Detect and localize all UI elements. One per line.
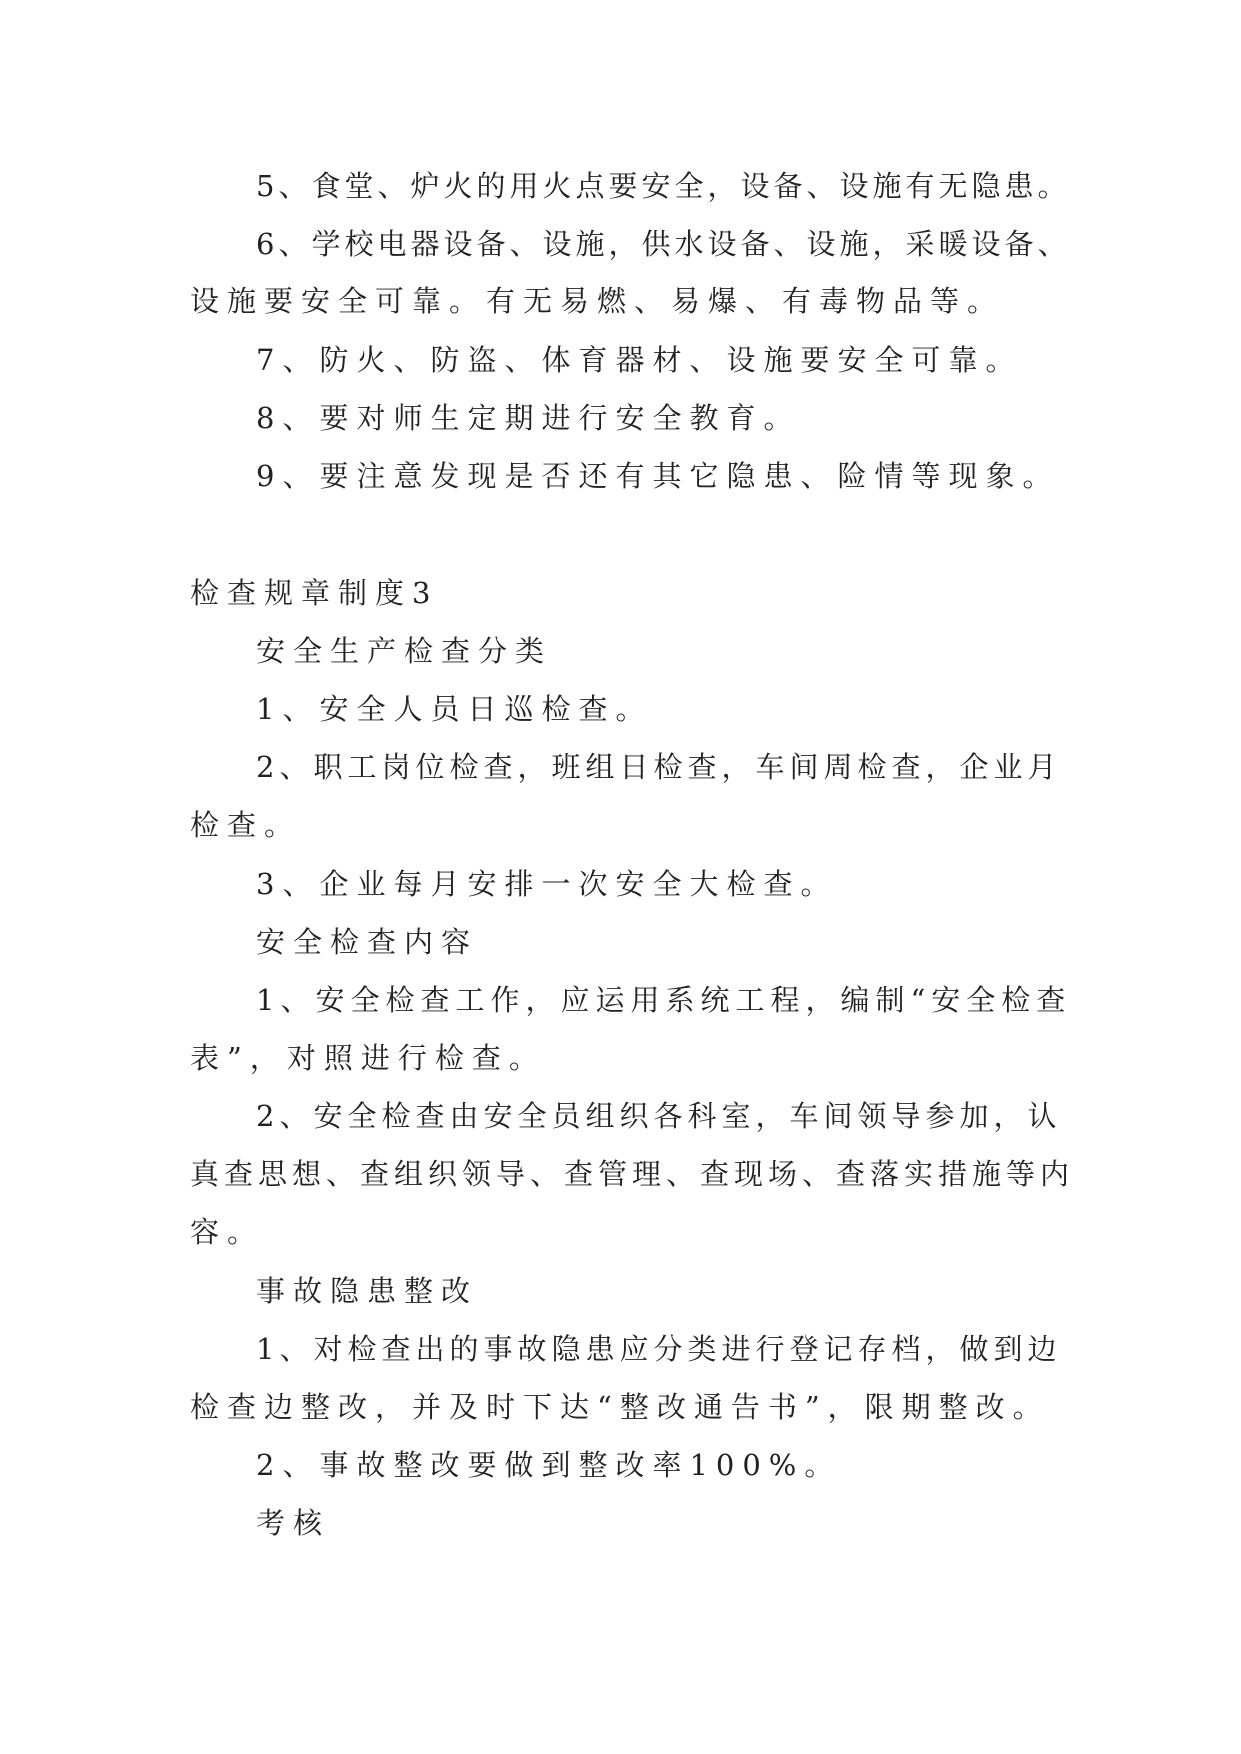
subheading: 安全生产检查分类 (256, 634, 553, 668)
text-line: 3、企业每月安排一次安全大检查。 (256, 867, 838, 901)
text-line: 检查边整改，并及时下达“整改通告书”，限期整改。 (190, 1390, 1050, 1424)
text-line: 1、安全检查工作，应运用系统工程，编制“安全检查 (256, 983, 1072, 1017)
subheading: 事故隐患整改 (256, 1274, 479, 1308)
text-line: 1、安全人员日巡检查。 (256, 692, 653, 726)
subheading: 安全检查内容 (256, 925, 479, 959)
section-heading: 检查规章制度3 (190, 576, 439, 610)
text-line: 5、食堂、炉火的用火点要安全，设备、设施有无隐患。 (256, 169, 1071, 203)
text-line: 9、要注意发现是否还有其它隐患、险情等现象。 (256, 459, 1060, 493)
text-line: 2、事故整改要做到整改率100%。 (256, 1448, 842, 1482)
subheading: 考核 (256, 1506, 331, 1540)
text-line: 2、安全检查由安全员组织各科室，车间领导参加，认 (256, 1099, 1062, 1133)
text-line: 8、要对师生定期进行安全教育。 (256, 401, 801, 435)
text-line: 6、学校电器设备、设施，供水设备、设施，采暖设备、 (256, 227, 1071, 261)
text-line: 检查。 (190, 808, 302, 842)
text-line: 表”，对照进行检查。 (190, 1041, 546, 1075)
text-line: 7、防火、防盗、体育器材、设施要安全可靠。 (256, 343, 1023, 377)
text-line: 1、对检查出的事故隐患应分类进行登记存档，做到边 (256, 1332, 1062, 1366)
text-line: 2、职工岗位检查，班组日检查，车间周检查，企业月 (256, 750, 1062, 784)
text-line: 容。 (190, 1215, 265, 1249)
text-line: 设施要安全可靠。有无易燃、易爆、有毒物品等。 (190, 284, 1005, 318)
text-line: 真查思想、查组织领导、查管理、查现场、查落实措施等内 (190, 1157, 1075, 1191)
